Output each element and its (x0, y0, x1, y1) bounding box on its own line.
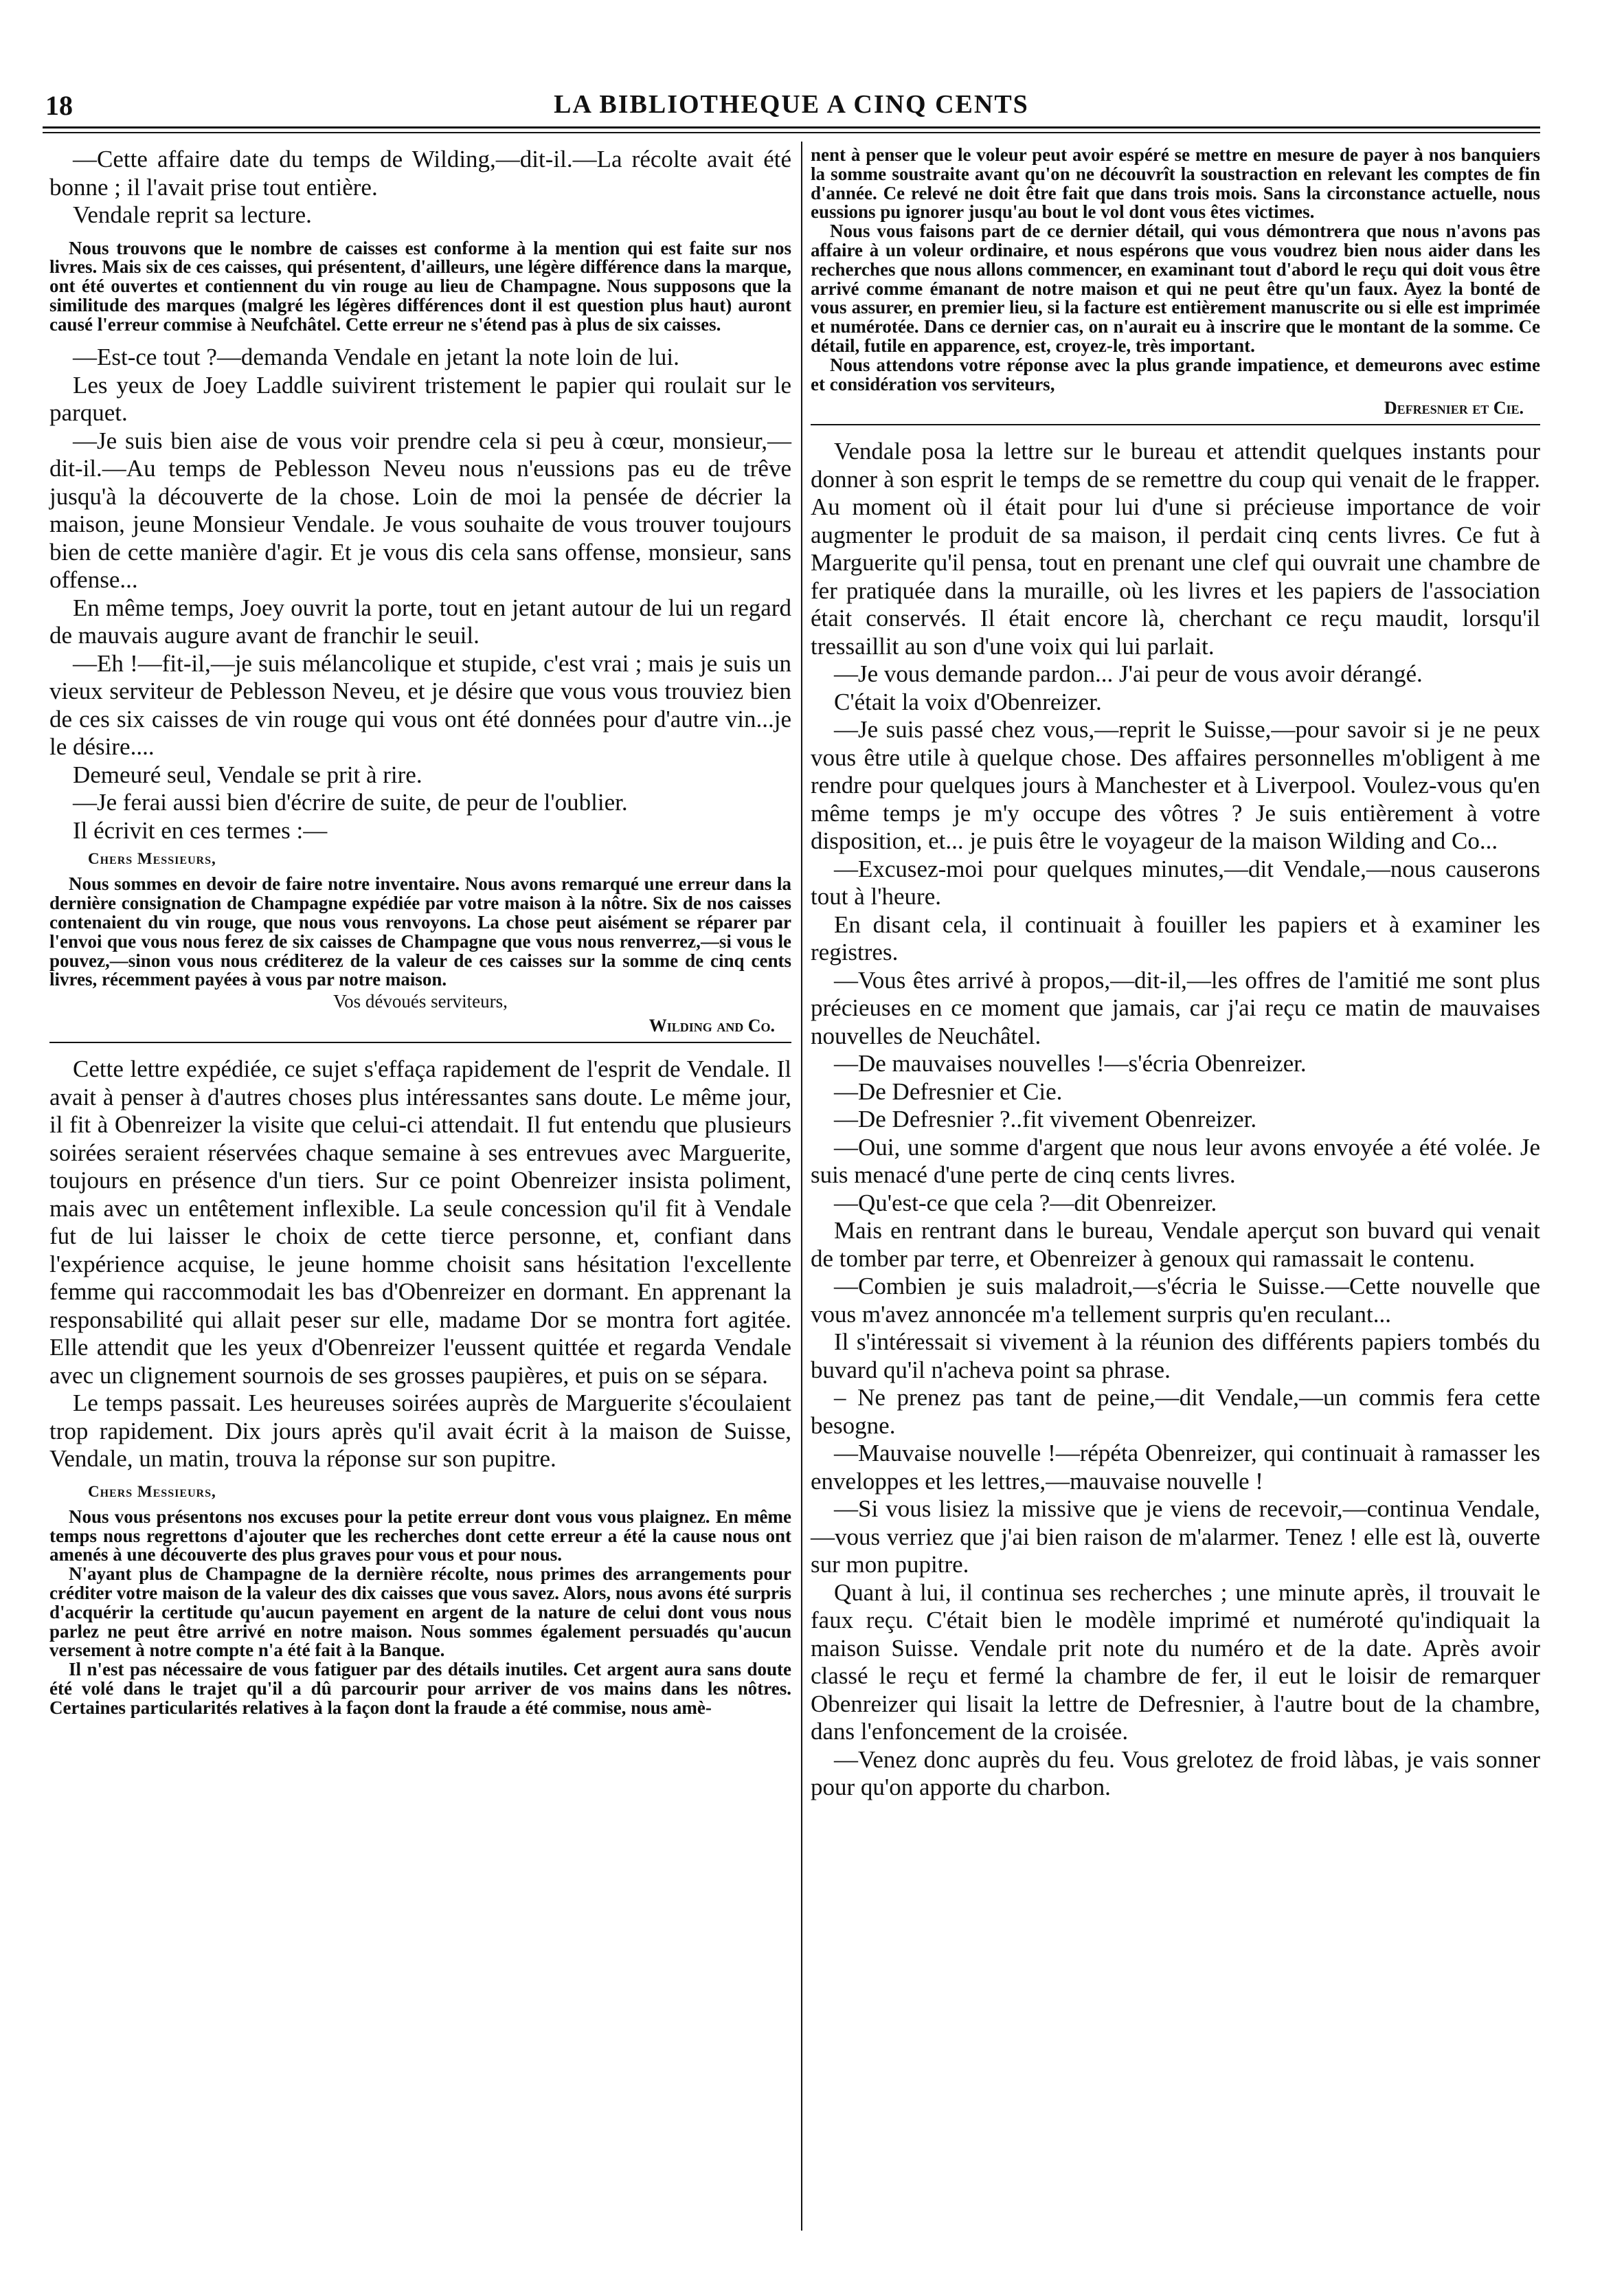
paragraph: Le temps passait. Les heureuses soirées auprès de Marguerite s'écoulaient trop rapidement. Dix jours après qu'il avait écrit à la maison de Suisse, Vendale, un matin, trouva la réponse sur son pupitre. (49, 1389, 791, 1473)
letter-body: Nous vous présentons nos excuses pour la petite erreur dont vous vous plaignez. En même temps nous regrettons d'ajouter que les recherches dont cette erreur a été la cause nous ont amenés à une découverte des plus graves pour vous et pour nous. (49, 1506, 791, 1565)
paragraph: Il écrivit en ces termes :— (73, 816, 328, 844)
letter-body: nent à penser que le voleur peut avoir espéré se mettre en mesure de payer à nos banquiers la somme soustraite avant qu'on ne découvrît la soustraction en relevant les comptes de fin d'année. Ce relevé ne doit être fait que dans trois mois. Sans la circonstance actuelle, nous eussions pu ignorer jusqu'au bout le vol dont vous êtes victimes. (811, 144, 1540, 223)
paragraph: Il s'intéressait si vivement à la réunion des différents papiers tombés du buvard qu'il n'acheva point sa phrase. (811, 1328, 1540, 1383)
paragraph: —Venez donc auprès du feu. Vous grelotez de froid làbas, je vais sonner pour qu'on apporte du charbon. (811, 1745, 1540, 1801)
paragraph: En même temps, Joey ouvrit la porte, tout en jetant autour de lui un regard de mauvais augure avant de franchir le seuil. (49, 594, 791, 649)
right-column (811, 146, 1540, 1802)
paragraph: – Ne prenez pas tant de peine,—dit Vendale,—un commis fera cette besogne. (811, 1384, 1540, 1439)
page-number: 18 (45, 90, 73, 121)
paragraph: —Je suis bien aise de vous voir prendre cela si peu à cœur, monsieur,—dit-il.—Au temps de Peblesson Neveu nous n'eussions pas eu de trêve jusqu'à la découverte de la chose. Loin de moi la pensée de décrier la maison, jeune Monsieur Vendale. Je vous souhaite de vous trouver toujours bien de cette manière d'agir. Et je vous dis cela sans offense, monsieur, sans offense... (49, 427, 791, 594)
paragraph: —Oui, une somme d'argent que nous leur avons envoyée a été volée. Je suis menacé d'une perte de cinq cents livres. (811, 1133, 1540, 1189)
header-rule-thin (43, 132, 1540, 133)
paragraph: —De mauvaises nouvelles !—s'écria Obenreizer. (834, 1050, 1307, 1077)
letter-body: Nous vous faisons part de ce dernier détail, qui vous démontrera que nous n'avons pas affaire à un voleur ordinaire, et nous espérons que vous voudrez bien nous aider dans les recherches que nous allons commencer, en examinant tout d'abord le reçu qui doit vous être arrivé comme émanant de notre maison et qui ne peut être qu'un faux. Ayez la bonté de vous assurer, en premier lieu, si la facture est entièrement manuscrite ou si elle est imprimée et numérotée. Dans ce dernier cas, on n'aurait eu à inscrire que le montant de la somme. Ce détail, futile en apparence, est, croyez-le, très important. (811, 221, 1540, 356)
left-column (49, 146, 791, 1718)
section-rule (811, 424, 1540, 425)
page-header (43, 89, 1540, 121)
paragraph: Vendale reprit sa lecture. (73, 201, 312, 228)
paragraph: —Excusez-moi pour quelques minutes,—dit Vendale,—nous causerons tout à l'heure. (811, 855, 1540, 911)
paragraph: —Est-ce tout ?—demanda Vendale en jetant la note loin de lui. (73, 344, 679, 371)
paragraph: C'était la voix d'Obenreizer. (834, 688, 1102, 715)
note-text: Nous trouvons que le nombre de caisses est conforme à la mention qui est faite sur nos livres. Mais six de ces caisses, qui présentent, d'ailleurs, une légère différence dans la marque, ont été ouvertes et contiennent du vin rouge au lieu de Champagne. Nous supposons que la similitude des marques (malgré les légères différences dont il est question plus haut) auront causé l'erreur commise à Neufchâtel. Cette erreur ne s'étend pas à plus de six caisses. (49, 237, 791, 335)
running-title: LA BIBLIOTHEQUE A CINQ CENTS (554, 90, 1029, 119)
paragraph: —Mauvaise nouvelle !—répéta Obenreizer, qui continuait à ramasser les enveloppes et les lettres,—mauvaise nouvelle ! (811, 1440, 1540, 1495)
header-rule (43, 126, 1540, 129)
letter-body: Nous attendons votre réponse avec la plus grande impatience, et demeurons avec estime et considération vos serviteurs, (811, 354, 1540, 394)
column-divider (801, 142, 802, 2231)
letter-body: Nous sommes en devoir de faire notre inventaire. Nous avons remarqué une erreur dans la dernière consignation de Champagne expédiée par votre maison à la nôtre. Six de nos caisses contenaient du vin rouge, que nous vous renvoyons. La chose peut aisément se réparer par l'envoi que vous nous ferez de six caisses de Champagne que vous nous renverrez,—si vous le pouvez,—sinon vous nous créditerez de la valeur de ces caisses sur la somme de cinq cents livres, récemment payées à vous par notre maison. (49, 873, 791, 990)
paragraph: —Eh !—fit-il,—je suis mélancolique et stupide, c'est vrai ; mais je suis un vieux serviteur de Peblesson Neveu, et je désire que vous vous trouviez bien de ces six caisses de vin rouge qui vous ont été données pour d'autre vin...je le désire.... (49, 649, 791, 761)
paragraph: En disant cela, il continuait à fouiller les papiers et à examiner les registres. (811, 911, 1540, 966)
letter-body: N'ayant plus de Champagne de la dernière récolte, nous primes des arrangements pour créditer votre maison de la valeur des dix caisses que vous savez. Alors, nous avons été surpris d'acquérir la certitude qu'aucun payement en argent de la nature de celui dont vous nous parlez ne peut être arrivé en notre maison. Nous sommes également persuadés qu'aucun versement à notre compte n'a été fait à la Banque. (49, 1563, 791, 1661)
paragraph: —Vous êtes arrivé à propos,—dit-il,—les offres de l'amitié me sont plus précieuses en ce moment que jamais, car j'ai reçu ce matin de mauvaises nouvelles de Neuchâtel. (811, 966, 1540, 1049)
section-rule (49, 1042, 791, 1043)
paragraph: Mais en rentrant dans le bureau, Vendale aperçut son buvard qui venait de tomber par terre, et Obenreizer à genoux qui ramassait le contenu. (811, 1217, 1540, 1272)
letter-salutation: Chers Messieurs, (88, 850, 216, 868)
letter-salutation: Chers Messieurs, (88, 1482, 216, 1500)
paragraph: Vendale posa la lettre sur le bureau et attendit quelques instants pour donner à son esprit le temps de se remettre du coup qui venait de le frapper. Au moment où il était pour lui d'une si précieuse importance de voir augmenter le produit de sa maison, il perdait cinq cents livres. Ce fut à Marguerite qu'il pensa, tout en prenant une clef qui ouvrait une chambre de fer pratiquée dans la muraille, où les livres et les papiers de l'association était conservés. Il était encore là, cherchant ce reçu maudit, lorsqu'il tressaillit au son d'une voix qui lui parlait. (811, 438, 1540, 660)
letter-body: Il n'est pas nécessaire de vous fatiguer par des détails inutiles. Cet argent aura sans doute été volé dans le trajet qu'il a dû parcourir pour arriver de vos mains dans les nôtres. Certaines particularités relatives à la façon dont la fraude a été commise, nous amè- (49, 1659, 791, 1718)
paragraph: —De Defresnier et Cie. (834, 1077, 1063, 1105)
letter-signature: Defresnier et Cie. (1384, 398, 1524, 418)
paragraph: Les yeux de Joey Laddle suivirent tristement le papier qui roulait sur le parquet. (49, 371, 791, 427)
paragraph: —Combien je suis maladroit,—s'écria le Suisse.—Cette nouvelle que vous m'avez annoncée m'a tellement surpris qu'en reculant... (811, 1273, 1540, 1328)
paragraph: —Cette affaire date du temps de Wilding,—dit-il.—La récolte avait été bonne ; il l'avait prise tout entière. (49, 146, 791, 201)
paragraph: Demeuré seul, Vendale se prit à rire. (73, 761, 422, 788)
paragraph: —Je vous demande pardon... J'ai peur de vous avoir dérangé. (834, 660, 1423, 688)
paragraph: Cette lettre expédiée, ce sujet s'effaça rapidement de l'esprit de Vendale. Il avait à penser à d'autres choses plus intéressantes sans doute. Le même jour, il fit à Obenreizer la visite que celui-ci attendait. Il fut entendu que plusieurs soirées seraient réservées chaque semaine à ses entrevues avec Marguerite, toujours en présence d'un tiers. Sur ce point Obenreizer insista poliment, mais avec un entêtement inflexible. La seule concession qu'il fit à Vendale fut de lui laisser le choix de cette tierce personne, et, confiant dans l'expérience acquise, le jeune homme choisit sans hésitation l'excellente femme qui raccommodait les bas d'Obenreizer en dormant. En apprenant la responsabilité qui allait peser sur elle, madame Dor se montra fort agitée. Elle attendit que les yeux d'Obenreizer l'eussent quittée et regarda Vendale avec un clignement sournois de ses grosses paupières, et puis on se sépara. (49, 1056, 791, 1389)
letter-closing: Vos dévoués serviteurs, (333, 991, 508, 1012)
paragraph: —Qu'est-ce que cela ?—dit Obenreizer. (834, 1189, 1217, 1216)
paragraph: —De Defresnier ?..fit vivement Obenreizer. (834, 1106, 1257, 1133)
letter-signature: Wilding and Co. (649, 1016, 775, 1036)
paragraph: —Je ferai aussi bien d'écrire de suite, de peur de l'oublier. (73, 789, 628, 816)
paragraph: —Je suis passé chez vous,—reprit le Suisse,—pour savoir si je ne peux vous être utile à quelque chose. Des affaires personnelles m'obligent à me rendre pour quelques jours à Manchester et à Liverpool. Voulez-vous qu'en même temps je m'y occupe des vôtres ? Je suis entièrement à votre disposition, et... je puis être le voyageur de la maison Wilding and Co... (811, 716, 1540, 855)
paragraph: Quant à lui, il continua ses recherches ; une minute après, il trouvait le faux reçu. C'était bien le modèle imprimé et numéroté qu'indiquait la maison Suisse. Vendale prit note du numéro et de la date. Après avoir classé le reçu et fermé la chambre de fer, il eut le loisir de remarquer Obenreizer qui lisait la lettre de Defresnier, à l'autre bout de la chambre, dans l'enfoncement de la croisée. (811, 1578, 1540, 1745)
paragraph: —Si vous lisiez la missive que je viens de recevoir,—continua Vendale,—vous verriez que j'ai bien raison de m'alarmer. Tenez ! elle est là, ouverte sur mon pupitre. (811, 1495, 1540, 1578)
